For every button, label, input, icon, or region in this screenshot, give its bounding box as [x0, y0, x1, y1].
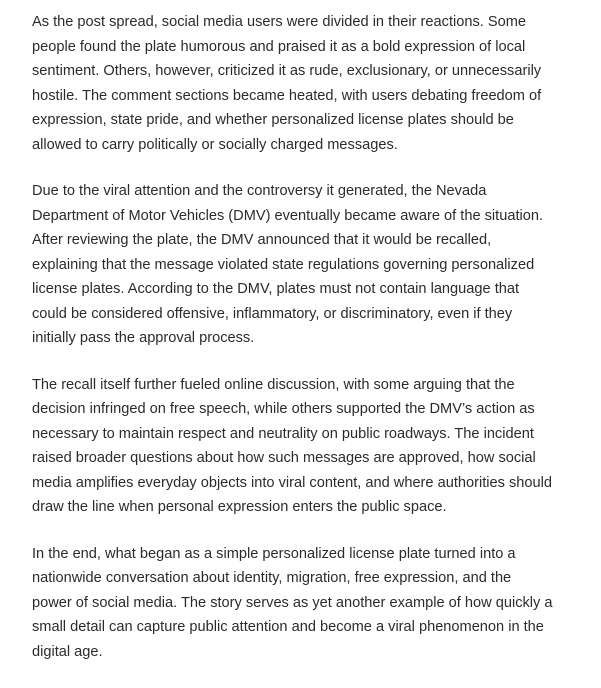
- paragraph-discussion: The recall itself further fueled online discussion, with some arguing that the decision infringed on free speech, while others supported the DMV’s action as necessary to maintain respect and neutrality on public roadways. The incident raised broader questions about how such messages are approved, how social media amplifies everyday objects into viral content, and where authorities should draw the line when personal expression enters the public space.: [32, 376, 552, 515]
- paragraph-reactions: As the post spread, social media users were divided in their reactions. Some people found the plate humorous and praised it as a bold expression of local sentiment. Others, however, criticized it as rude, exclusionary, or unnecessarily hostile. The comment sections became heated, with users debating freedom of expression, state pride, and whether personalized license plates should be allowed to carry politically or socially charged messages.: [32, 14, 542, 153]
- paragraph-conclusion: In the end, what began as a simple personalized license plate turned into a nationwide conversation about identity, migration, free expression, and the power of social media. The story serves as yet another example of how quickly a small detail can capture public attention and become a viral phenomenon in the digital age.: [32, 545, 553, 660]
- paragraph-dmv-recall: Due to the viral attention and the controversy it generated, the Nevada Department of Motor Vehicles (DMV) eventually became aware of the situation. After reviewing the plate, the DMV announced that it would be recalled, explaining that the message violated state regulations governing personalized license plates. According to the DMV, plates must not contain language that could be considered offensive, inflammatory, or discriminatory, even if they initially pass the approval process.: [32, 183, 544, 346]
